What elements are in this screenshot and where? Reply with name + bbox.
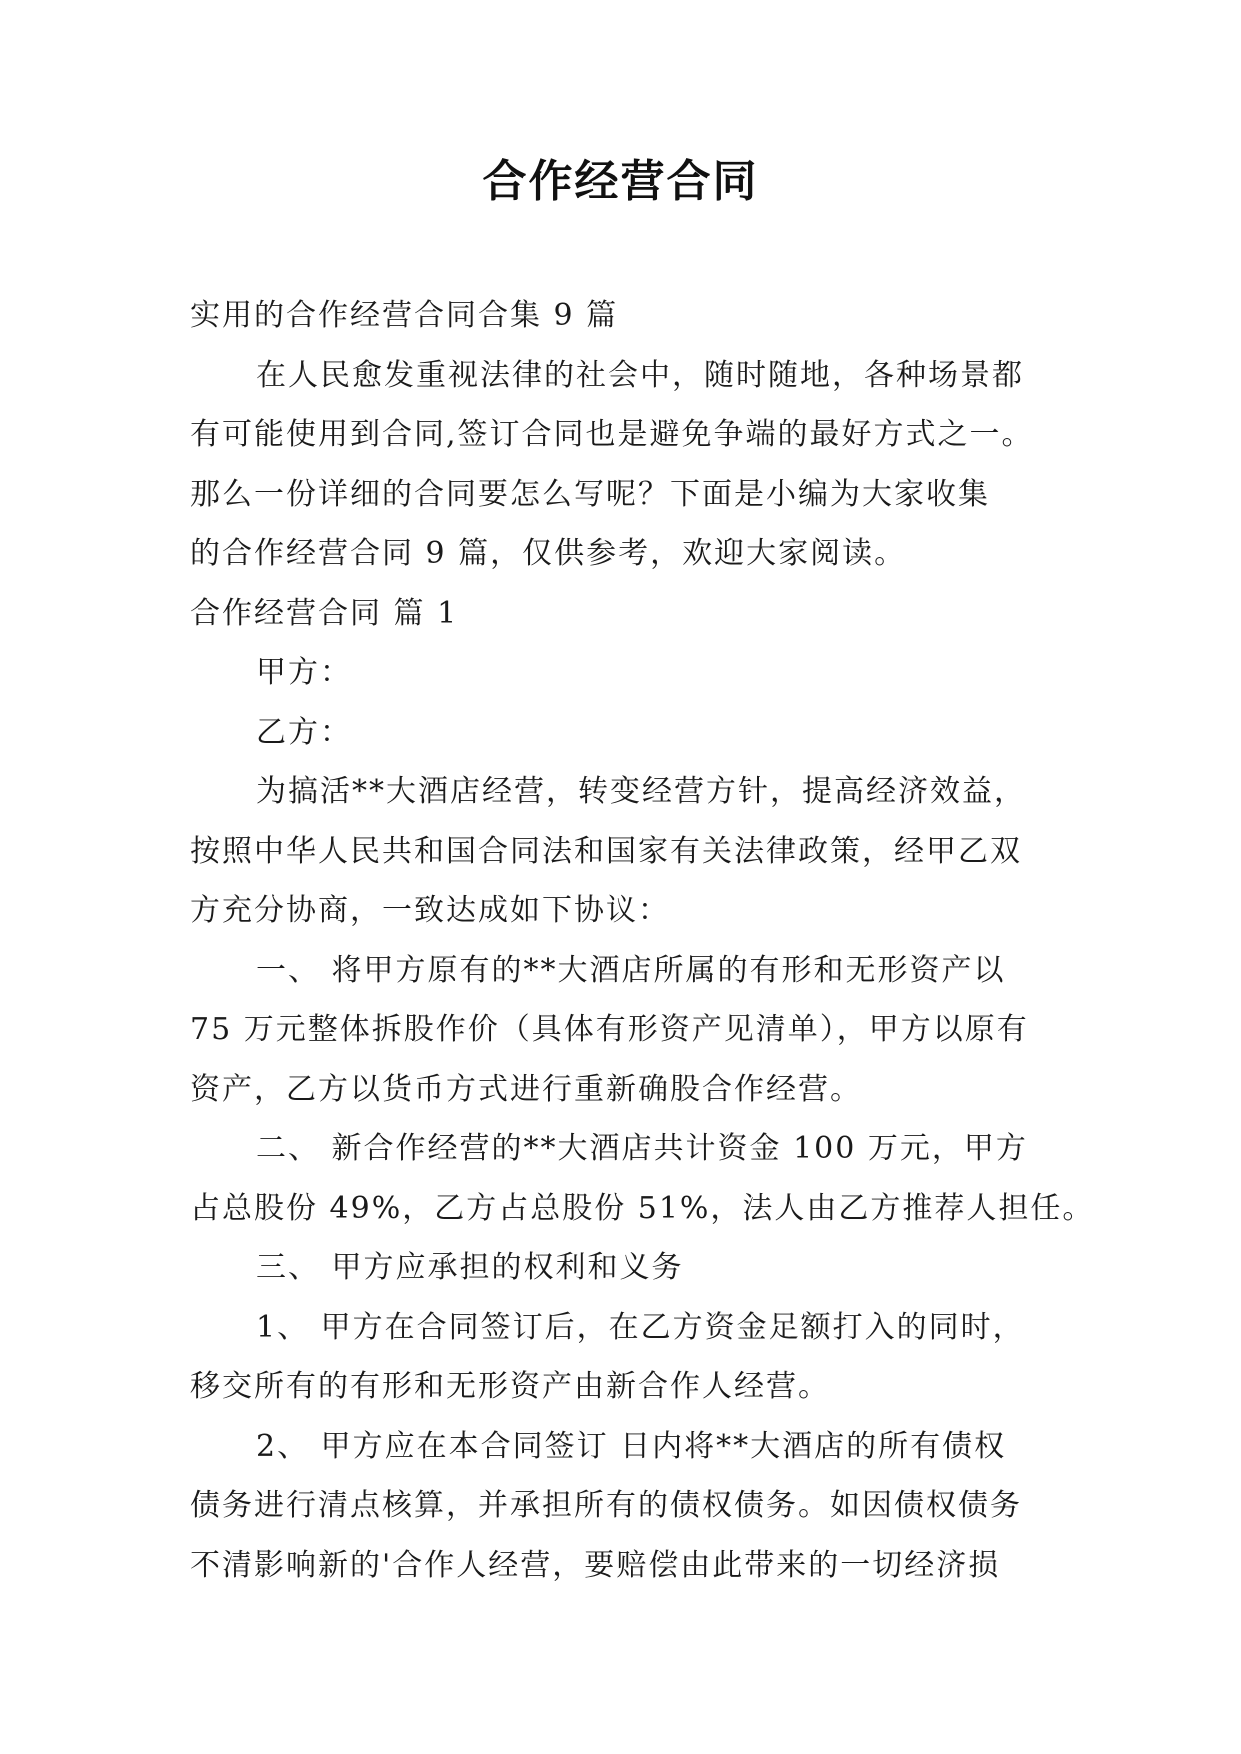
clause-line: 三、 甲方应承担的权利和义务 <box>256 1250 684 1285</box>
paragraph-line: 在人民愈发重视法律的社会中，随时随地，各种场景都 <box>256 357 1024 393</box>
party-b-line: 乙方： <box>256 714 352 750</box>
party-a-line: 甲方： <box>256 655 352 690</box>
clause-line: 2、 甲方应在本合同签订 日内将**大酒店的所有债权 <box>256 1428 1007 1464</box>
clause-line: 债务进行清点核算，并承担所有的债权债务。如因债权债务 <box>190 1488 1022 1523</box>
clause-line: 占总股份 49%，乙方占总股份 51%，法人由乙方推荐人担任。 <box>190 1190 1095 1226</box>
paragraph-line: 为搞活**大酒店经营，转变经营方针，提高经济效益， <box>256 774 1026 809</box>
document-title: 合作经营合同 <box>482 156 759 207</box>
clause-line: 1、 甲方在合同签订后，在乙方资金足额打入的同时， <box>256 1309 1025 1345</box>
clause-line: 资产，乙方以货币方式进行重新确股合作经营。 <box>190 1071 862 1107</box>
paragraph-line: 有可能使用到合同,签订合同也是避免争端的最好方式之一。 <box>190 417 1034 452</box>
section-heading: 合作经营合同 篇 1 <box>190 595 459 631</box>
clause-line: 二、 新合作经营的**大酒店共计资金 100 万元，甲方 <box>256 1131 1028 1166</box>
clause-line: 不清影响新的'合作人经营，要赔偿由此带来的一切经济损 <box>190 1547 1001 1583</box>
paragraph-line: 那么一份详细的合同要怎么写呢？下面是小编为大家收集 <box>190 476 990 512</box>
paragraph-line: 方充分协商，一致达成如下协议： <box>190 893 670 928</box>
clause-line: 移交所有的有形和无形资产由新合作人经营。 <box>190 1369 830 1404</box>
paragraph-line: 的合作经营合同 9 篇，仅供参考，欢迎大家阅读。 <box>190 536 907 571</box>
document-body <box>190 286 1095 1595</box>
paragraph-line: 按照中华人民共和国合同法和国家有关法律政策，经甲乙双 <box>190 833 1022 869</box>
clause-line: 75 万元整体拆股作价（具体有形资产见清单），甲方以原有 <box>190 1012 1029 1047</box>
clause-line: 一、 将甲方原有的**大酒店所属的有形和无形资产以 <box>256 952 1006 988</box>
subtitle-line: 实用的合作经营合同合集 9 篇 <box>190 298 619 333</box>
